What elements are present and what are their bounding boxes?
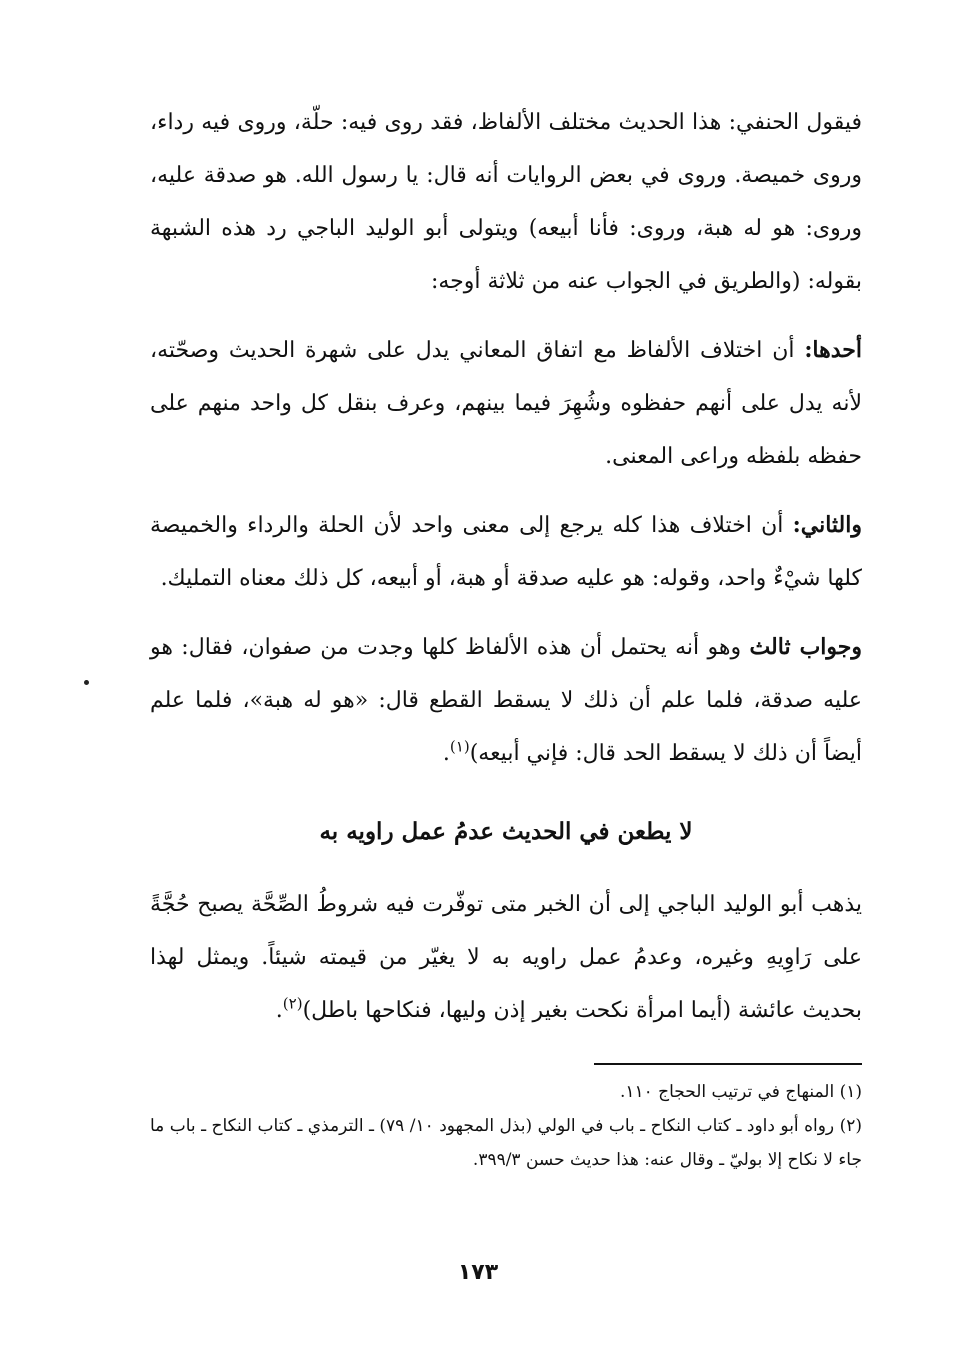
paragraph-lead: والثاني:	[792, 512, 862, 538]
paragraph-section	[150, 878, 862, 1037]
footnote-2: (٢) رواه أبو داود ـ كتاب النكاح ـ باب في الولي (بذل المجهود ١٠/ ٧٩) ـ الترمذي ـ كتاب النكاح ـ باب ما جاء لا نكاح إلا بوليّ ـ وقال عنه: هذا حديث حسن ٣٩٩/٣.	[150, 1116, 862, 1170]
footnotes	[150, 1075, 862, 1177]
stray-mark	[84, 680, 89, 685]
footnote-ref[interactable]: (٢)	[282, 994, 303, 1013]
paragraph-tail: .	[442, 741, 450, 766]
page-number: ١٧٣	[457, 1260, 499, 1285]
paragraph-third-answer	[150, 621, 862, 780]
paragraph-tail: .	[275, 998, 283, 1023]
footnote-divider	[594, 1063, 862, 1065]
paragraph-lead: وجواب ثالث	[749, 634, 862, 660]
paragraph-intro	[150, 96, 862, 308]
paragraph-text: أن اختلاف هذا كله يرجع إلى معنى واحد لأن الحلة والرداء والخميصة كلها شيْءٌ واحد، وقوله: هو عليه صدقة أو هبة، أو أبيعه، كل ذلك معناه التمليك.	[150, 513, 862, 591]
paragraph-text: أن اختلاف الألفاظ مع اتفاق المعاني يدل على شهرة الحديث وصحّته، لأنه يدل على أنهم حفظوه وشُهِرَ فيما بينهم، وعرف بنقل كل واحد منهم على حفظه بلفظه وراعى المعنى.	[150, 338, 862, 469]
page-body	[150, 96, 862, 1177]
paragraph-text: يذهب أبو الوليد الباجي إلى أن الخبر متى توفّرت فيه شروطُ الصِّحَّة يصبح حُجَّةً على رَاوِيهِ وغيره، وعدمُ عمل راويه به لا يغيّر من قيمته شيئاً. ويمثل لهذا بحديث عائشة (أيما امرأة نكحت بغير إذن وليها، فنكاحها باطل)	[150, 892, 862, 1023]
paragraph-text: فيقول الحنفي: هذا الحديث مختلف الألفاظ، فقد روى فيه: حلّة، وروى فيه رداء، وروى خميصة. وروى في بعض الروايات أنه قال: يا رسول الله. هو صدقة عليه، وروى: هو له هبة، وروى: فأنا أبيعه) ويتولى أبو الوليد الباجي رد هذه الشبهة بقوله: (والطريق في الجواب عنه من ثلاثة أوجه:	[150, 110, 862, 294]
paragraph-lead: أحدها:	[804, 337, 862, 363]
paragraph-second-answer	[150, 499, 862, 605]
footnote-1: (١) المنهاج في ترتيب الحجاج ١١٠.	[619, 1082, 862, 1102]
footnote-ref[interactable]: (١)	[449, 737, 470, 756]
section-heading: لا يطعن في الحديث عدمُ عمل راويه به	[319, 818, 693, 845]
paragraph-first-answer	[150, 324, 862, 483]
paragraph-text: وهو أنه يحتمل أن هذه الألفاظ كلها وجدت من صفوان، فقال: هو عليه صدقة، فلما علم أن ذلك لا يسقط القطع قال: «هو له هبة»، فلما علم أيضاً أن ذلك لا يسقط الحد قال: فإني أبيعه)	[150, 635, 862, 766]
